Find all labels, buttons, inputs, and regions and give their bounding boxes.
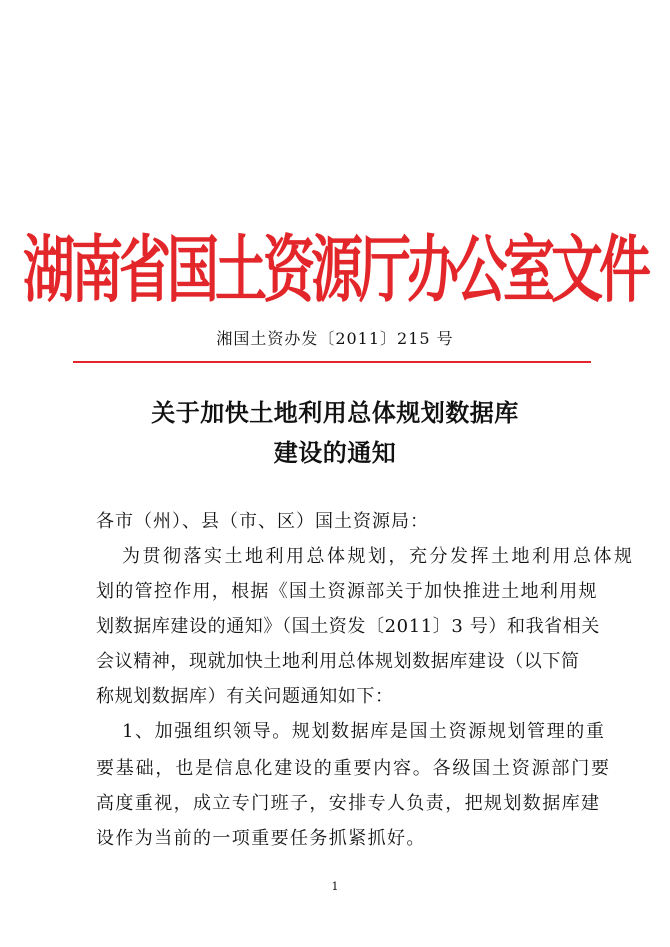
document-title-line-2: 建设的通知 bbox=[273, 438, 397, 467]
addressee-line: 各市（州）、县（市、区）国土资源局： bbox=[96, 511, 429, 532]
red-divider-rule bbox=[73, 361, 591, 363]
body-text-line: 为贯彻落实土地利用总体规划，充分发挥土地利用总体规 bbox=[122, 546, 635, 567]
document-number: 湘国土资办发〔2011〕215 号 bbox=[216, 329, 454, 348]
body-text-line: 要基础，也是信息化建设的重要内容。各级国土资源部门要 bbox=[96, 758, 611, 779]
body-text-line: 会议精神，现就加快土地利用总体规划数据库建设（以下简 bbox=[96, 651, 580, 672]
body-text-line: 设作为当前的一项重要任务抓紧抓好。 bbox=[96, 828, 426, 849]
body-text-line: 高度重视，成立专门班子，安排专人负责，把规划数据库建 bbox=[96, 793, 601, 814]
body-text-line: 称规划数据库）有关问题通知如下： bbox=[96, 686, 394, 707]
document-masthead: 湖南省国土资源厅办公室文件 bbox=[22, 229, 647, 313]
body-text-line: 划的管控作用，根据《国土资源部关于加快推进土地利用规 bbox=[96, 581, 598, 602]
body-text-line: 划数据库建设的通知》（国土资发〔2011〕3 号）和我省相关 bbox=[96, 616, 600, 637]
page-number: 1 bbox=[331, 880, 339, 893]
document-title-line-1: 关于加快土地利用总体规划数据库 bbox=[151, 398, 519, 427]
body-text-line: 1、加强组织领导。规划数据库是国土资源规划管理的重 bbox=[122, 721, 606, 742]
